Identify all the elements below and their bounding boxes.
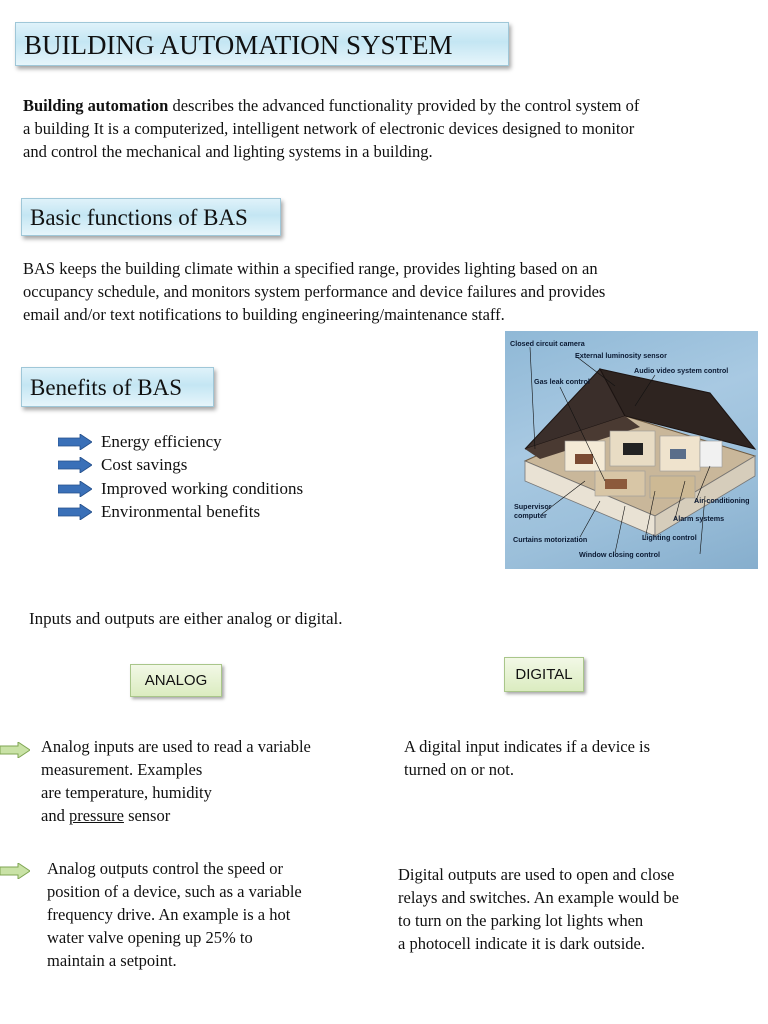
analog-output-line-3: frequency drive. An example is a hot: [47, 905, 291, 924]
list-item: [58, 477, 303, 501]
label-closed-circuit-camera: Closed circuit camera: [510, 339, 585, 348]
analog-output-line-2: position of a device, such as a variable: [47, 882, 302, 901]
digital-inputs-paragraph: [404, 735, 754, 781]
label-window-closing-control: Window closing control: [579, 550, 660, 559]
intro-paragraph: [23, 94, 758, 163]
analog-tag: ANALOG: [130, 664, 222, 697]
benefits-list: [58, 430, 303, 524]
intro-bold-term: Building automation: [23, 96, 169, 115]
label-curtains-motorization: Curtains motorization: [513, 535, 588, 544]
basic-functions-paragraph: [23, 257, 758, 326]
green-arrow-icon: [0, 742, 30, 758]
digital-output-line-2: relays and switches. An example would be: [398, 888, 679, 907]
page-title: BUILDING AUTOMATION SYSTEM: [15, 22, 509, 66]
analog-output-line-5: maintain a setpoint.: [47, 951, 177, 970]
label-external-luminosity-sensor: External luminosity sensor: [575, 351, 667, 360]
building-automation-diagram: [505, 331, 758, 569]
right-arrow-icon: [58, 481, 92, 497]
right-arrow-icon: [58, 434, 92, 450]
digital-input-line-1: A digital input indicates if a device is: [404, 737, 651, 756]
digital-output-line-3: to turn on the parking lot lights when: [398, 911, 644, 930]
list-item: [58, 430, 303, 454]
label-supervisor-computer: computer: [514, 511, 547, 520]
label-air-conditioning: Air-conditioning: [694, 496, 750, 505]
basic-line-3: email and/or text notifications to building engineering/maintenance staff.: [23, 305, 505, 324]
digital-output-line-4: a photocell indicate it is dark outside.: [398, 934, 645, 953]
intro-line-2: a building It is a computerized, intelligent network of electronic devices designed to monitor: [23, 119, 635, 138]
basic-line-1: BAS keeps the building climate within a specified range, provides lighting based on an: [23, 259, 598, 278]
digital-tag: DIGITAL: [504, 657, 584, 692]
basic-functions-heading: Basic functions of BAS: [21, 198, 281, 236]
label-audio-video-system-control: Audio video system control: [634, 366, 729, 375]
benefit-label: Environmental benefits: [101, 502, 261, 522]
pressure-link[interactable]: pressure: [68, 806, 124, 825]
list-item: [58, 454, 303, 478]
analog-input-line-4-suffix: sensor: [123, 806, 171, 825]
analog-input-line-3: are temperature, humidity: [41, 783, 212, 802]
analog-inputs-paragraph: [41, 735, 381, 827]
digital-outputs-paragraph: [398, 863, 758, 955]
digital-output-line-1: Digital outputs are used to open and close: [398, 865, 675, 884]
analog-input-line-4-prefix: and: [41, 806, 69, 825]
intro-line-1: describes the advanced functionality provided by the control system of: [168, 96, 640, 115]
label-alarm-systems: Alarm systems: [673, 514, 725, 523]
right-arrow-icon: [58, 504, 92, 520]
analog-outputs-paragraph: [47, 857, 387, 972]
label-gas-leak-control: Gas leak control: [534, 377, 590, 386]
analog-input-line-2: measurement. Examples: [41, 760, 203, 779]
benefit-label: Energy efficiency: [101, 431, 222, 451]
right-arrow-icon: [58, 457, 92, 473]
green-arrow-icon: [0, 863, 30, 879]
analog-output-line-4: water valve opening up 25% to: [47, 928, 253, 947]
io-intro-text: Inputs and outputs are either analog or digital.: [29, 609, 343, 628]
analog-output-line-1: Analog outputs control the speed or: [47, 859, 283, 878]
label-supervisor: Supervisor: [514, 502, 552, 511]
benefit-label: Cost savings: [101, 455, 188, 475]
list-item: [58, 501, 303, 525]
benefits-heading: Benefits of BAS: [21, 367, 214, 407]
intro-line-3: and control the mechanical and lighting systems in a building.: [23, 142, 433, 161]
analog-input-line-4: [41, 804, 381, 827]
analog-input-line-1: Analog inputs are used to read a variable: [41, 737, 311, 756]
digital-input-line-2: turned on or not.: [404, 760, 514, 779]
benefit-label: Improved working conditions: [101, 478, 304, 498]
basic-line-2: occupancy schedule, and monitors system performance and device failures and provides: [23, 282, 606, 301]
label-lighting-control: Lighting control: [642, 533, 697, 542]
